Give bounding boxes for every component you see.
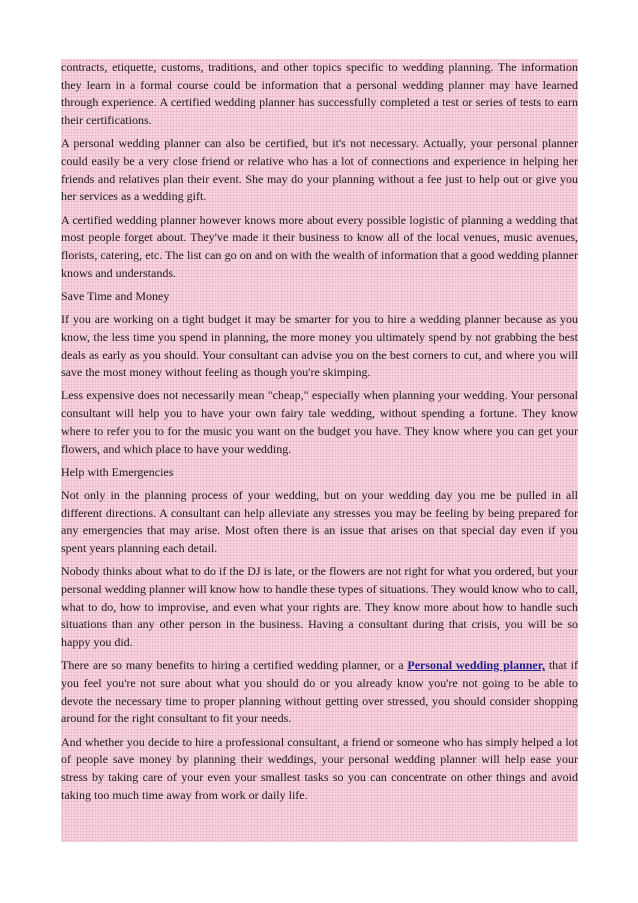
paragraph-tight-budget: If you are working on a tight budget it may be smarter for you to hire a wedding planner because as you know, the less time you spend in planning, the more money you ultimately spend by not grabbing the best deals as early as you should. Your consultant can advise you on the best corners to cut, and where you will save the most money without feeling as though you're skimping. xyxy=(61,312,578,380)
document-body xyxy=(61,59,578,804)
paragraph-conclusion: And whether you decide to hire a professional consultant, a friend or someone who has simply helped a lot of people save money by planning their weddings, your personal wedding planner will help ease your stress by taking care of your even your smallest tasks so you can concentrate on other things and avoid taking too much time away from work or daily life. xyxy=(61,734,578,802)
paragraph-personal-planner: A personal wedding planner can also be certified, but it's not necessary. Actually, your personal planner could easily be a very close friend or relative who has a lot of connections and experience in helping her friends and relatives plan their event. She may do your planning without a fee just to help out or give you her services as a wedding gift. xyxy=(61,136,578,204)
benefits-text-before: There are so many benefits to hiring a certified wedding planner, or a xyxy=(61,658,408,673)
paragraph-benefits xyxy=(61,657,578,728)
paragraph-certified-logistics: A certified wedding planner however knows more about every possible logistic of planning a wedding that most people forget about. They've made it their business to know all of the local venues, music avenues, florists, catering, etc. The list can go on and on with the wealth of information that a good wedding planner knows and understands. xyxy=(61,212,578,280)
paragraph-certification-topics: contracts, etiquette, customs, traditions, and other topics specific to wedding planning. The information they learn in a formal course could be information that a personal wedding planner may have learned through experience. A certified wedding planner has successfully completed a test or series of tests to earn their certifications. xyxy=(61,60,578,128)
paragraph-less-expensive: Less expensive does not necessarily mean "cheap," especially when planning your wedding. Your personal consultant will help you to have your own fairy tale wedding, without spending a fortune. They know where to refer you to for the music you want on the budget you have. They know where you can get your flowers, and which place to have your wedding. xyxy=(61,388,578,456)
benefits-text-after: that if you feel you're not sure about what you should do or you already know you're not going to be able to devote the necessary time to proper planning without getting over stressed, you should consider shopping around for the right consultant to fit your needs. xyxy=(61,658,578,726)
paragraph-dj-late: Nobody thinks about what to do if the DJ is late, or the flowers are not right for what you ordered, but your personal wedding planner will know how to handle these types of situations. They would know who to call, what to do, how to improvise, and even what your rights are. They know more about how to handle such situations than any other person in the business. Having a consultant during that crisis, you will be so happy you did. xyxy=(61,564,578,650)
section-heading-save-time: Save Time and Money xyxy=(61,288,170,303)
section-heading-emergencies: Help with Emergencies xyxy=(61,464,174,479)
document-page xyxy=(61,59,578,842)
personal-wedding-planner-link[interactable]: Personal wedding planner, xyxy=(407,658,545,673)
paragraph-planning-process: Not only in the planning process of your wedding, but on your wedding day you me be pulled in all different directions. A consultant can help alleviate any stresses you may be feeling by being prepared for any emergencies that may arise. Most often there is an issue that arises on that special day even if you spent years planning each detail. xyxy=(61,487,578,556)
